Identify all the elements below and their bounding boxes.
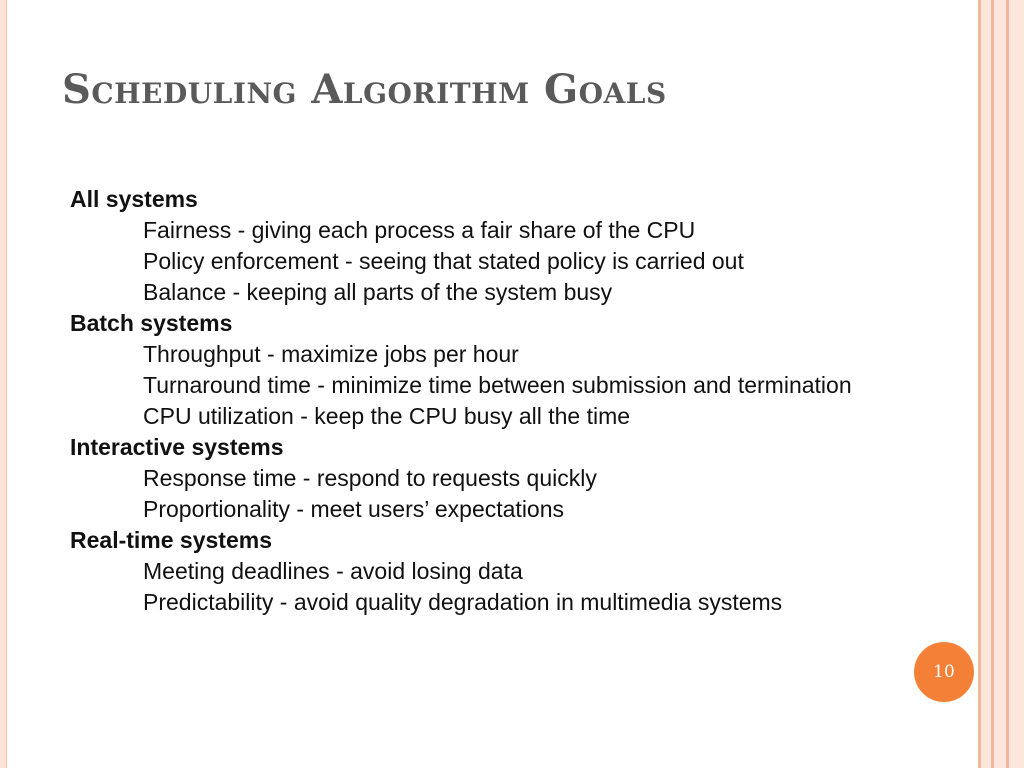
section-heading: Interactive systems (70, 434, 284, 460)
list-item: Fairness - giving each process a fair share of the CPU (143, 217, 696, 243)
page-number: 10 (933, 662, 955, 682)
section-all-systems (70, 184, 970, 308)
list-item: Predictability - avoid quality degradation in multimedia systems (143, 589, 783, 615)
section-interactive-systems (70, 432, 970, 525)
section-real-time-systems (70, 525, 970, 618)
list-item: Throughput - maximize jobs per hour (143, 341, 519, 367)
list-item: Meeting deadlines - avoid losing data (143, 558, 523, 584)
section-heading: Batch systems (70, 310, 233, 336)
left-edge-decoration (0, 0, 7, 768)
section-heading: Real-time systems (70, 527, 272, 553)
slide-title: Scheduling Algorithm Goals (62, 66, 667, 113)
section-heading: All systems (70, 186, 198, 212)
list-item: CPU utilization - keep the CPU busy all the time (143, 403, 631, 429)
list-item: Response time - respond to requests quickly (143, 465, 597, 491)
page-number-badge (914, 642, 974, 702)
section-batch-systems (70, 308, 970, 432)
list-item: Proportionality - meet users’ expectations (143, 496, 565, 522)
list-item: Balance - keeping all parts of the system busy (143, 279, 613, 305)
slide-content (70, 184, 970, 618)
right-stripe-decoration (978, 0, 1024, 768)
list-item: Turnaround time - minimize time between submission and termination (143, 372, 852, 398)
list-item: Policy enforcement - seeing that stated policy is carried out (143, 248, 744, 274)
